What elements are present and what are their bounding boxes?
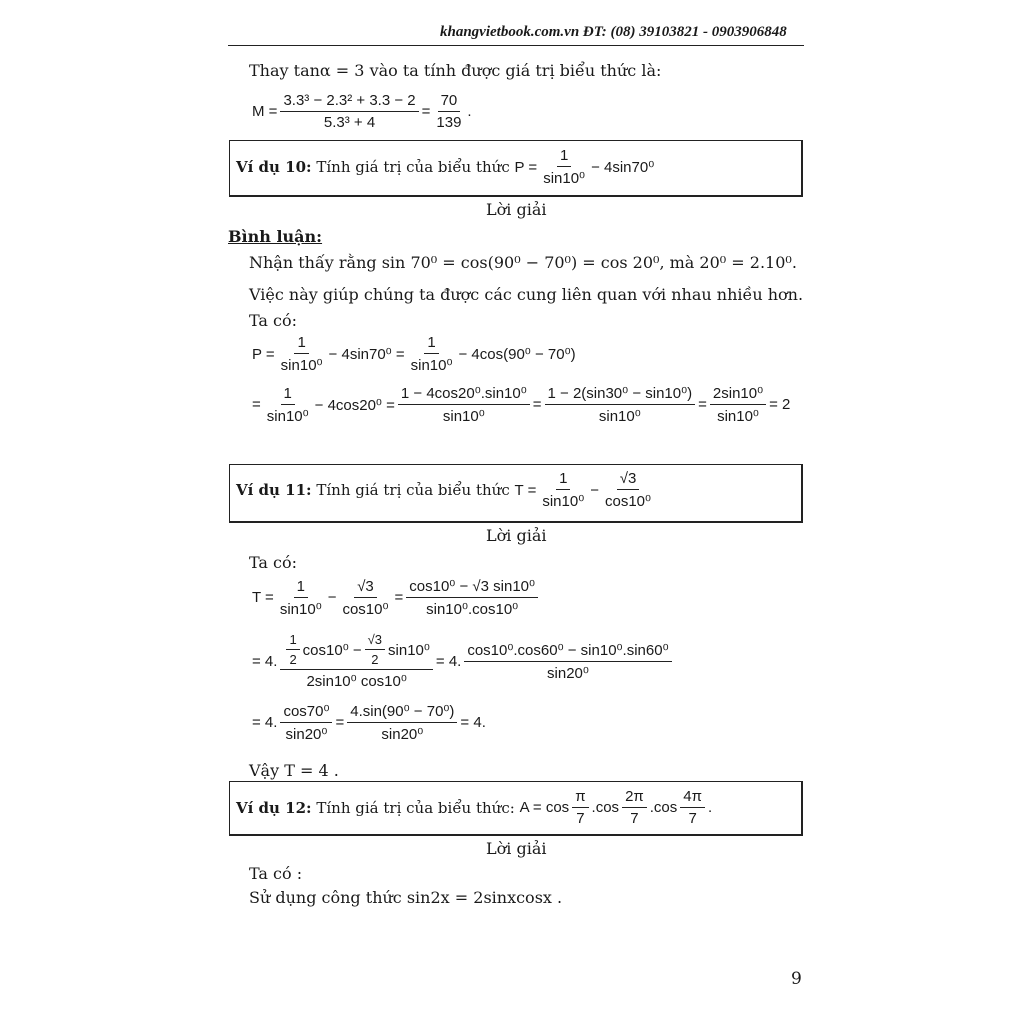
e11-line2-lhs: = 4. bbox=[252, 652, 278, 670]
half-fraction bbox=[286, 632, 299, 667]
example-11-label: Ví dụ 11: bbox=[236, 481, 312, 499]
a-frac-3-num: 4π bbox=[680, 788, 705, 808]
a-frac-3-den: 7 bbox=[688, 810, 697, 827]
example-12-prompt: Tính giá trị của biểu thức: bbox=[316, 798, 515, 817]
a-cos-2: .cos bbox=[591, 799, 620, 816]
m-fraction bbox=[280, 92, 418, 131]
e11-line1-frac-1 bbox=[277, 578, 325, 618]
example-12-statement bbox=[236, 788, 712, 827]
line1-frac-2-num: 1 bbox=[424, 334, 438, 354]
p-tail: − 4sin70⁰ bbox=[591, 159, 655, 176]
a-lhs: A = cos bbox=[519, 799, 570, 816]
example-11-taco: Ta có: bbox=[249, 553, 298, 572]
p-denominator: sin10⁰ bbox=[543, 170, 586, 187]
example-10-line-2 bbox=[252, 384, 790, 425]
line2-frac-4-den: sin10⁰ bbox=[717, 408, 759, 425]
m-result-numerator: 70 bbox=[438, 92, 461, 112]
half-num: 1 bbox=[286, 632, 299, 650]
p-numerator: 1 bbox=[557, 147, 571, 167]
half-den: 2 bbox=[289, 652, 297, 667]
e11-line2-frac-num: cos10⁰.cos60⁰ − sin10⁰.sin60⁰ bbox=[464, 641, 671, 662]
e11-line3-result: = 4. bbox=[460, 714, 486, 731]
example-10-solution-title: Lời giải bbox=[486, 200, 547, 219]
line1-lhs: P = bbox=[252, 345, 275, 363]
t-frac-2 bbox=[602, 470, 654, 510]
e11-line2-frac-den: sin20⁰ bbox=[547, 664, 589, 682]
line2-frac-3 bbox=[545, 384, 696, 425]
e11-line1-frac-2 bbox=[339, 578, 391, 618]
e11-line2-big-fraction bbox=[280, 632, 432, 690]
line2-lhs: = bbox=[252, 396, 261, 413]
e11-line1-frac-1-num: 1 bbox=[294, 578, 308, 598]
p-fraction bbox=[540, 147, 588, 187]
line1-term-1: − 4sin70⁰ = bbox=[328, 346, 405, 363]
line2-frac-1 bbox=[264, 385, 312, 425]
e11-line3-eq: = bbox=[335, 714, 345, 731]
line2-frac-2-num: 1 − 4cos20⁰.sin10⁰ bbox=[398, 384, 530, 405]
example-11-line-2 bbox=[252, 632, 675, 690]
e11-line3-frac-2-den: sin20⁰ bbox=[381, 726, 424, 743]
a-frac-2-den: 7 bbox=[630, 810, 639, 827]
a-end: . bbox=[707, 799, 713, 816]
comment-note-2: Việc này giúp chúng ta được các cung liên quan với nhau nhiều hơn. bbox=[249, 285, 804, 304]
e11-line2-sin-part: sin10⁰ bbox=[388, 641, 430, 659]
a-frac-1-den: 7 bbox=[576, 810, 585, 827]
m-numerator: 3.3³ − 2.3² + 3.3 − 2 bbox=[280, 92, 418, 112]
e11-line3-frac-2-num: 4.sin(90⁰ − 70⁰) bbox=[347, 702, 457, 723]
example-12-label: Ví dụ 12: bbox=[236, 798, 312, 817]
example-11-line-1 bbox=[252, 577, 541, 618]
root3-den: 2 bbox=[371, 652, 379, 667]
example-11-statement bbox=[236, 470, 657, 510]
example-10-taco: Ta có: bbox=[249, 311, 298, 330]
line2-frac-1-den: sin10⁰ bbox=[266, 407, 309, 425]
a-cos-3: .cos bbox=[649, 799, 678, 816]
e11-line2-big-den: 2sin10⁰ cos10⁰ bbox=[306, 673, 407, 690]
e11-line1-eq: = bbox=[394, 589, 404, 606]
page-number: 9 bbox=[791, 969, 802, 989]
line1-term-2: − 4cos(90⁰ − 70⁰) bbox=[458, 346, 576, 363]
example-11-prompt: Tính giá trị của biểu thức bbox=[316, 481, 510, 499]
root3-half-fraction bbox=[365, 632, 385, 667]
example-11-solution-title: Lời giải bbox=[486, 526, 547, 545]
example-10-statement bbox=[236, 147, 654, 187]
line2-frac-2 bbox=[398, 384, 530, 425]
p-lhs: P = bbox=[514, 158, 538, 176]
note-1-part-a: Nhận thấy rằng sin 70⁰ = cos(90⁰ − 70⁰) = cos 20⁰ bbox=[249, 253, 660, 272]
a-frac-2-num: 2π bbox=[622, 788, 647, 808]
t-frac-2-den: cos10⁰ bbox=[604, 493, 652, 510]
e11-line3-lhs: = 4. bbox=[252, 714, 278, 731]
line1-frac-1-den: sin10⁰ bbox=[280, 357, 323, 374]
t-frac-1 bbox=[539, 470, 587, 510]
e11-line1-lhs: T = bbox=[252, 589, 274, 606]
e11-line2-big-num bbox=[280, 632, 432, 670]
t-minus: − bbox=[590, 481, 599, 499]
a-frac-1 bbox=[572, 788, 588, 827]
page-header: khangvietbook.com.vn ĐT: (08) 39103821 - 0903906848 bbox=[440, 24, 787, 40]
m-eq: = bbox=[421, 103, 431, 120]
root3-num: √3 bbox=[365, 632, 385, 650]
e11-line3-frac-1 bbox=[280, 702, 332, 743]
a-frac-1-num: π bbox=[572, 788, 588, 808]
e11-line1-frac-2-den: cos10⁰ bbox=[342, 600, 389, 618]
example-10-line-1 bbox=[252, 334, 576, 374]
line2-result: = 2 bbox=[769, 396, 791, 413]
m-result-equation bbox=[252, 92, 472, 131]
m-lhs: M = bbox=[252, 103, 278, 120]
line2-frac-4-num: 2sin10⁰ bbox=[710, 384, 766, 405]
a-frac-3 bbox=[680, 788, 705, 827]
line1-frac-1 bbox=[278, 334, 326, 374]
e11-line1-frac-3-num: cos10⁰ − √3 sin10⁰ bbox=[406, 577, 538, 598]
e11-line3-frac-2 bbox=[347, 702, 457, 743]
e11-line1-frac-3 bbox=[406, 577, 538, 618]
m-result-denominator: 139 bbox=[436, 114, 462, 131]
e11-line3-frac-1-den: sin20⁰ bbox=[285, 726, 328, 743]
m-denominator: 5.3³ + 4 bbox=[323, 114, 376, 131]
note-1-part-b: , mà 20⁰ = 2.10⁰. bbox=[659, 253, 797, 272]
comment-note-1 bbox=[249, 253, 797, 272]
example-11-conclusion: Vậy T = 4 . bbox=[249, 761, 339, 780]
example-10-label: Ví dụ 10: bbox=[236, 158, 312, 176]
example-11-line-3 bbox=[252, 702, 486, 743]
header-rule bbox=[228, 45, 804, 46]
t-frac-1-den: sin10⁰ bbox=[542, 493, 585, 510]
line2-frac-3-num: 1 − 2(sin30⁰ − sin10⁰) bbox=[545, 384, 696, 405]
example-12-solution-title: Lời giải bbox=[486, 839, 547, 858]
line2-frac-4 bbox=[710, 384, 766, 425]
t-lhs: T = bbox=[514, 481, 537, 499]
example-12-formula: Sử dụng công thức sin2x = 2sinxcosx . bbox=[249, 888, 563, 907]
e11-line1-frac-1-den: sin10⁰ bbox=[279, 600, 322, 618]
t-frac-2-num: √3 bbox=[617, 470, 640, 490]
a-frac-2 bbox=[622, 788, 647, 827]
line1-frac-2-den: sin10⁰ bbox=[410, 357, 453, 374]
line2-frac-3-den: sin10⁰ bbox=[598, 408, 641, 425]
line1-frac-1-num: 1 bbox=[294, 334, 308, 354]
line2-eq-2: = bbox=[698, 396, 707, 413]
e11-line1-frac-3-den: sin10⁰.cos10⁰ bbox=[426, 601, 519, 618]
m-result-fraction bbox=[433, 92, 464, 131]
comment-title: Bình luận: bbox=[228, 227, 323, 246]
line2-term-1: − 4cos20⁰ = bbox=[314, 396, 395, 414]
substitute-line: Thay tanα = 3 vào ta tính được giá trị biểu thức là: bbox=[249, 61, 662, 80]
e11-line1-frac-2-num: √3 bbox=[354, 578, 377, 598]
e11-line3-frac-1-num: cos70⁰ bbox=[280, 702, 332, 723]
e11-line2-eq: = 4. bbox=[435, 652, 462, 670]
t-frac-1-num: 1 bbox=[556, 470, 570, 490]
e11-line2-cos-part: cos10⁰ − bbox=[302, 641, 362, 659]
line2-eq-1: = bbox=[532, 396, 542, 413]
e11-line1-minus: − bbox=[327, 589, 337, 606]
m-end: . bbox=[467, 103, 472, 120]
e11-line2-frac bbox=[464, 641, 671, 682]
line1-frac-2 bbox=[408, 334, 456, 374]
example-12-taco: Ta có : bbox=[249, 864, 303, 883]
example-10-prompt: Tính giá trị của biểu thức bbox=[316, 158, 510, 176]
line2-frac-1-num: 1 bbox=[281, 385, 295, 405]
line2-frac-2-den: sin10⁰ bbox=[442, 408, 485, 425]
